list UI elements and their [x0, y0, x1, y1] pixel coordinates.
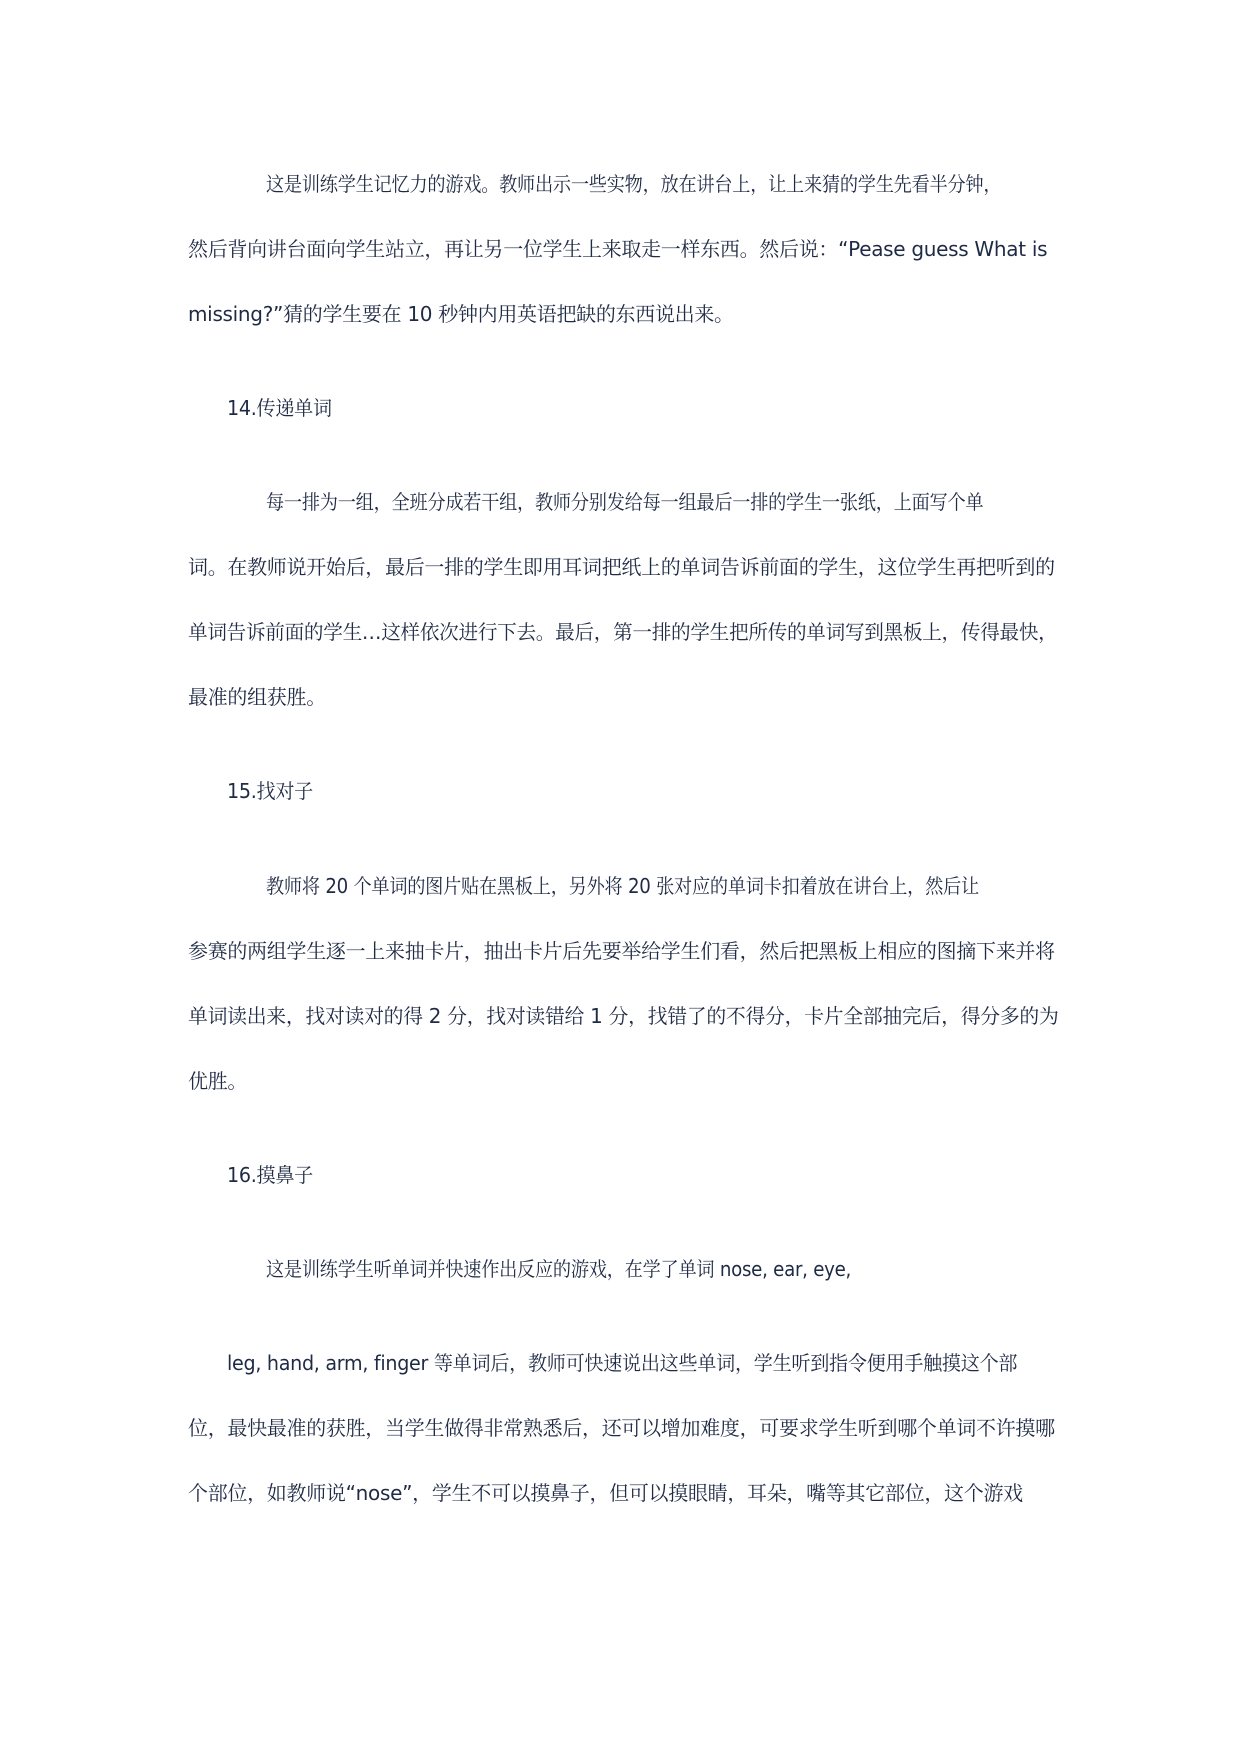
section-heading: 16.摸鼻子	[227, 1163, 313, 1187]
paragraph-line: 单词告诉前面的学生…这样依次进行下去。最后，第一排的学生把所传的单词写到黑板上，传得最快，	[188, 620, 1058, 644]
paragraph-line: leg, hand, arm, finger 等单词后，教师可快速说出这些单词，学生听到指令便用手触摸这个部	[227, 1351, 1018, 1375]
paragraph-line: 这是训练学生记忆力的游戏。教师出示一些实物，放在讲台上，让上来猜的学生先看半分钟，	[266, 172, 1002, 196]
paragraph-line: 然后背向讲台面向学生站立，再让另一位学生上来取走一样东西。然后说：“Pease guess What is	[188, 237, 1048, 261]
paragraph-line: 优胜。	[188, 1069, 248, 1093]
paragraph-line: 这是训练学生听单词并快速作出反应的游戏，在学了单词 nose, ear, eye,	[266, 1257, 852, 1281]
paragraph-line: 教师将 20 个单词的图片贴在黑板上，另外将 20 张对应的单词卡扣着放在讲台上，然后让	[266, 874, 979, 898]
paragraph-line: missing?”猜的学生要在 10 秒钟内用英语把缺的东西说出来。	[188, 302, 734, 326]
paragraph-line: 最准的组获胜。	[188, 685, 326, 709]
section-heading: 14.传递单词	[227, 396, 332, 420]
section-heading: 15.找对子	[227, 779, 313, 803]
paragraph-line: 个部位，如教师说“nose”，学生不可以摸鼻子，但可以摸眼睛，耳朵，嘴等其它部位，这个游戏	[188, 1481, 1023, 1505]
paragraph-line: 位，最快最准的获胜，当学生做得非常熟悉后，还可以增加难度，可要求学生听到哪个单词不许摸哪	[188, 1416, 1055, 1440]
paragraph-line: 词。在教师说开始后，最后一排的学生即用耳词把纸上的单词告诉前面的学生，这位学生再把听到的	[188, 555, 1055, 579]
paragraph-line: 每一排为一组，全班分成若干组，教师分别发给每一组最后一排的学生一张纸，上面写个单	[266, 490, 984, 514]
paragraph-line: 单词读出来，找对读对的得 2 分，找对读错给 1 分，找错了的不得分，卡片全部抽完后，得分多的为	[188, 1004, 1059, 1028]
paragraph-line: 参赛的两组学生逐一上来抽卡片，抽出卡片后先要举给学生们看，然后把黑板上相应的图摘下来并将	[188, 939, 1055, 963]
